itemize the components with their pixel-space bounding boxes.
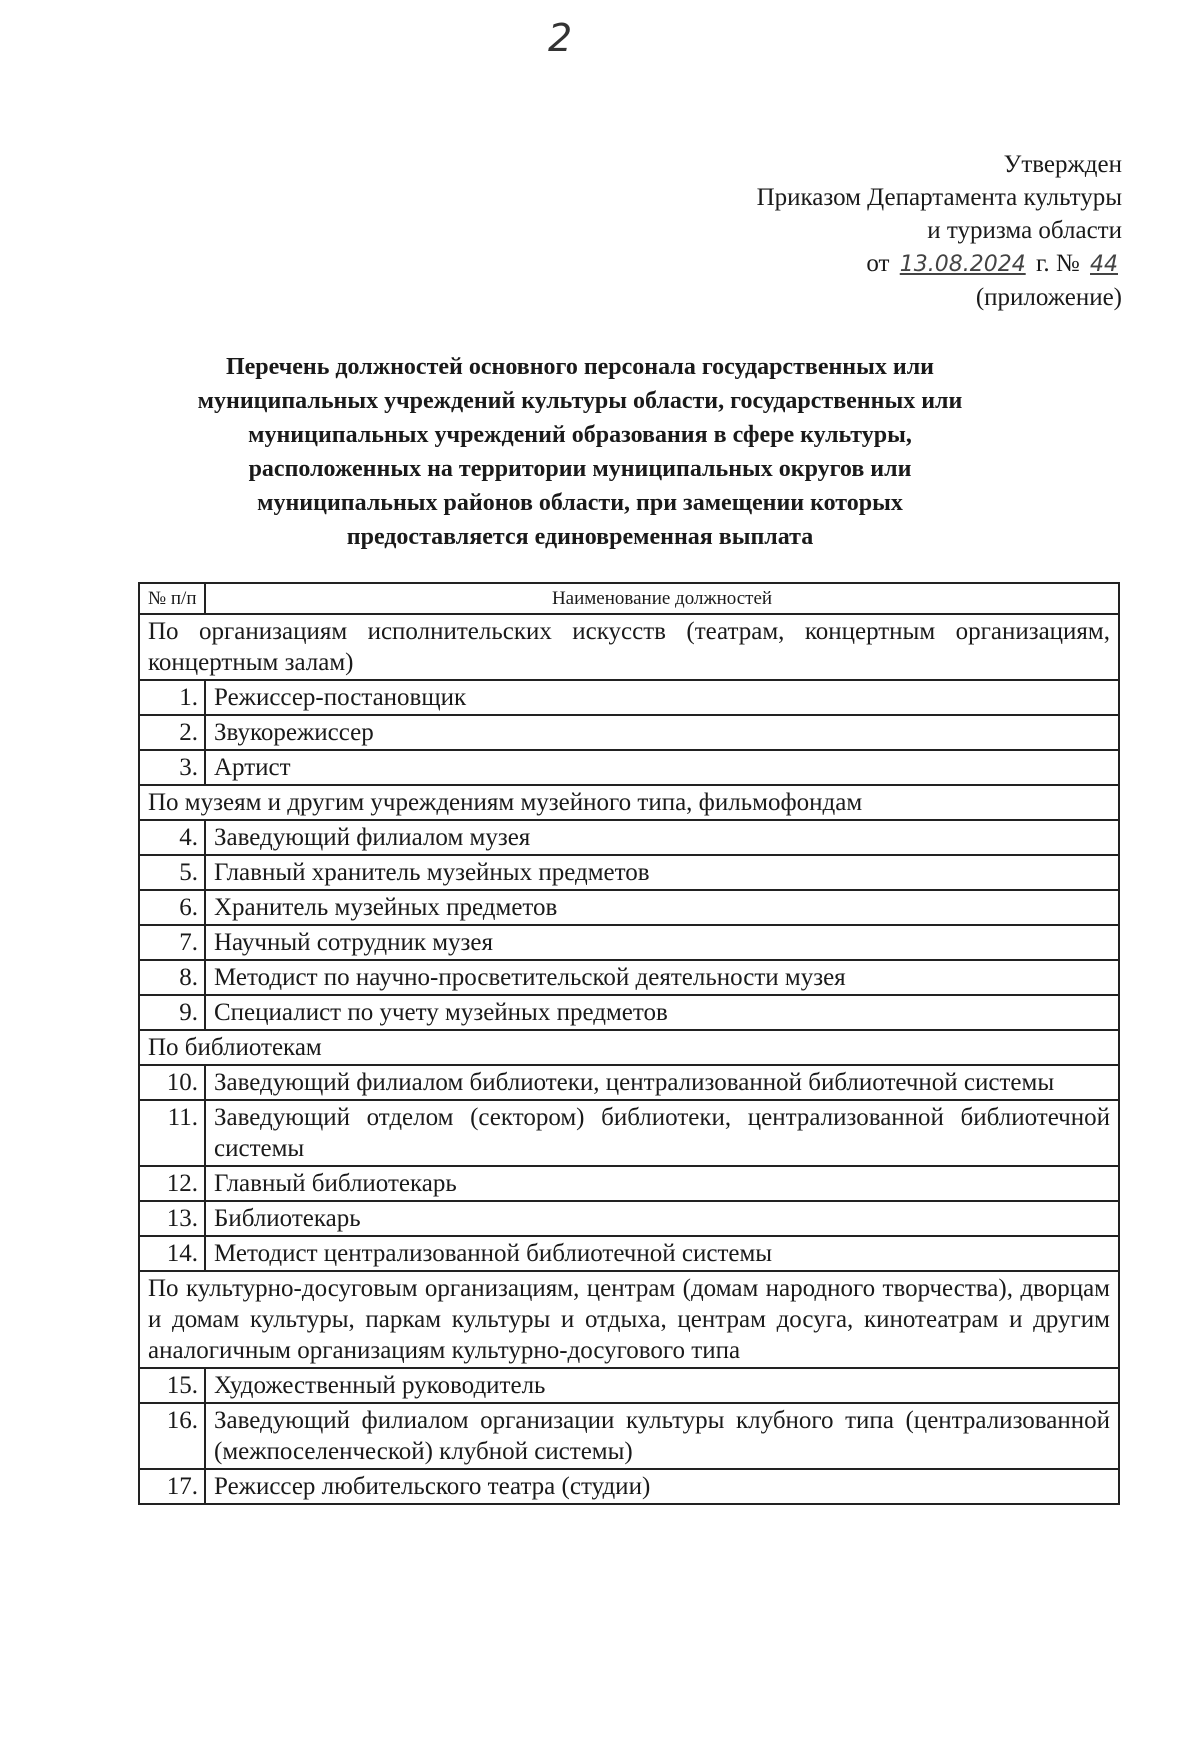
row-number: 15. bbox=[139, 1368, 205, 1403]
table-header-row bbox=[139, 583, 1119, 614]
table-row bbox=[139, 1236, 1119, 1271]
row-position: Хранитель музейных предметов bbox=[205, 890, 1119, 925]
row-number: 4. bbox=[139, 820, 205, 855]
document-title bbox=[140, 350, 1020, 554]
row-position: Специалист по учету музейных предметов bbox=[205, 995, 1119, 1030]
table-row bbox=[139, 750, 1119, 785]
row-position: Звукорежиссер bbox=[205, 715, 1119, 750]
approval-line-date-number bbox=[602, 247, 1122, 281]
header-position-name: Наименование должностей bbox=[205, 583, 1119, 614]
approval-stamp-block bbox=[602, 148, 1122, 314]
row-position: Заведующий филиалом библиотеки, централизованной библиотечной системы bbox=[205, 1065, 1119, 1100]
table-row bbox=[139, 1403, 1119, 1469]
handwritten-date: 13.08.2024 bbox=[899, 252, 1026, 277]
row-position: Главный библиотекарь bbox=[205, 1166, 1119, 1201]
table-row bbox=[139, 1166, 1119, 1201]
row-position: Заведующий филиалом музея bbox=[205, 820, 1119, 855]
section-title: По культурно-досуговым организациям, центрам (домам народного творчества), дворцам и домам культуры, паркам культуры и отдыха, центрам досуга, кинотеатрам и другим аналогичным организациям культурно-досугового типа bbox=[139, 1271, 1119, 1368]
table-row bbox=[139, 1100, 1119, 1166]
row-position: Режиссер-постановщик bbox=[205, 680, 1119, 715]
section-row bbox=[139, 1271, 1119, 1368]
section-title: По музеям и другим учреждениям музейного типа, фильмофондам bbox=[139, 785, 1119, 820]
approval-line-approved: Утвержден bbox=[1003, 151, 1122, 178]
handwritten-number: 44 bbox=[1090, 252, 1118, 277]
table-row bbox=[139, 995, 1119, 1030]
table-row bbox=[139, 855, 1119, 890]
table-row bbox=[139, 1201, 1119, 1236]
row-number: 13. bbox=[139, 1201, 205, 1236]
table-row bbox=[139, 890, 1119, 925]
title-line: предоставляется единовременная выплата bbox=[346, 524, 814, 550]
row-number: 7. bbox=[139, 925, 205, 960]
row-number: 6. bbox=[139, 890, 205, 925]
header-number: № п/п bbox=[139, 583, 205, 614]
row-position: Методист централизованной библиотечной системы bbox=[205, 1236, 1119, 1271]
row-number: 1. bbox=[139, 680, 205, 715]
row-number: 16. bbox=[139, 1403, 205, 1469]
row-position: Научный сотрудник музея bbox=[205, 925, 1119, 960]
approval-line-order: Приказом Департамента культуры bbox=[756, 184, 1122, 211]
row-position: Художественный руководитель bbox=[205, 1368, 1119, 1403]
section-title: По библиотекам bbox=[139, 1030, 1119, 1065]
table-row bbox=[139, 1368, 1119, 1403]
row-position: Артист bbox=[205, 750, 1119, 785]
row-number: 17. bbox=[139, 1469, 205, 1504]
table-row bbox=[139, 960, 1119, 995]
row-number: 3. bbox=[139, 750, 205, 785]
table-row bbox=[139, 925, 1119, 960]
section-row bbox=[139, 1030, 1119, 1065]
section-row bbox=[139, 785, 1119, 820]
row-number: 2. bbox=[139, 715, 205, 750]
row-number: 12. bbox=[139, 1166, 205, 1201]
row-position: Заведующий отделом (сектором) библиотеки, централизованной библиотечной системы bbox=[205, 1100, 1119, 1166]
title-line: расположенных на территории муниципальных округов или bbox=[248, 456, 912, 482]
table-row bbox=[139, 680, 1119, 715]
table-row bbox=[139, 715, 1119, 750]
title-line: Перечень должностей основного персонала государственных или bbox=[225, 354, 934, 380]
section-row bbox=[139, 614, 1119, 680]
approval-line-appendix: (приложение) bbox=[975, 284, 1122, 311]
table-row bbox=[139, 820, 1119, 855]
row-number: 8. bbox=[139, 960, 205, 995]
approval-line-department: и туризма области bbox=[927, 217, 1122, 244]
row-number: 10. bbox=[139, 1065, 205, 1100]
row-number: 14. bbox=[139, 1236, 205, 1271]
table-row bbox=[139, 1469, 1119, 1504]
row-position: Режиссер любительского театра (студии) bbox=[205, 1469, 1119, 1504]
title-line: муниципальных районов области, при замещении которых bbox=[257, 490, 903, 516]
date-prefix: от bbox=[866, 250, 890, 277]
row-position: Библиотекарь bbox=[205, 1201, 1119, 1236]
title-line: муниципальных учреждений культуры области, государственных или bbox=[197, 388, 963, 414]
number-prefix: г. № bbox=[1035, 250, 1080, 277]
title-line: муниципальных учреждений образования в сфере культуры, bbox=[248, 422, 912, 448]
section-title: По организациям исполнительских искусств (театрам, концертным организациям, концертным залам) bbox=[139, 614, 1119, 680]
table-row bbox=[139, 1065, 1119, 1100]
row-position: Главный хранитель музейных предметов bbox=[205, 855, 1119, 890]
row-position: Методист по научно-просветительской деятельности музея bbox=[205, 960, 1119, 995]
positions-table bbox=[138, 582, 1120, 1505]
page-number: 2 bbox=[548, 16, 573, 60]
row-number: 5. bbox=[139, 855, 205, 890]
row-number: 11. bbox=[139, 1100, 205, 1166]
row-number: 9. bbox=[139, 995, 205, 1030]
row-position: Заведующий филиалом организации культуры клубного типа (централизованной (межпоселенческой) клубной системы) bbox=[205, 1403, 1119, 1469]
